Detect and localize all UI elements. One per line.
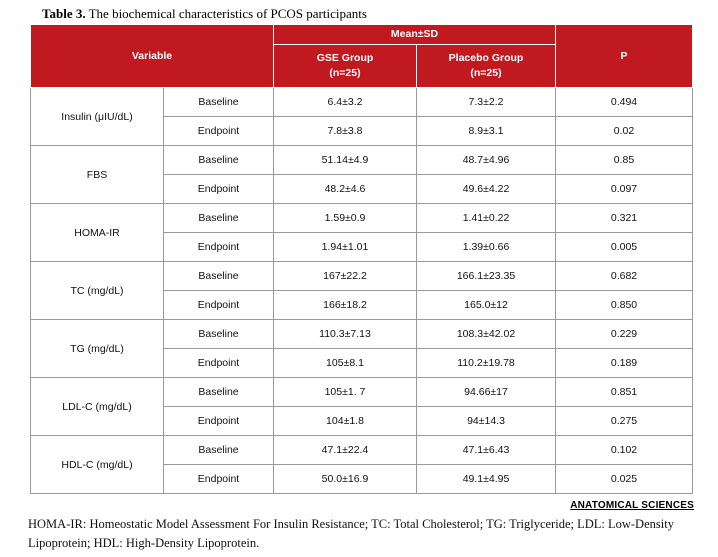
table-caption-label: Table 3.	[42, 6, 86, 21]
variable-cell: HDL-C (mg/dL)	[31, 436, 164, 494]
table-row	[31, 146, 693, 175]
p-value-cell: 0.189	[556, 349, 693, 378]
p-value-cell: 0.494	[556, 88, 693, 117]
p-value-cell: 0.102	[556, 436, 693, 465]
placebo-value-cell: 8.9±3.1	[417, 117, 556, 146]
variable-header: Variable	[31, 25, 274, 88]
placebo-value-cell: 166.1±23.35	[417, 262, 556, 291]
placebo-value-cell: 108.3±42.02	[417, 320, 556, 349]
gse-value-cell: 6.4±3.2	[274, 88, 417, 117]
gse-value-cell: 105±8.1	[274, 349, 417, 378]
timepoint-cell: Baseline	[164, 204, 274, 233]
placebo-value-cell: 1.39±0.66	[417, 233, 556, 262]
timepoint-cell: Baseline	[164, 262, 274, 291]
timepoint-cell: Endpoint	[164, 349, 274, 378]
timepoint-cell: Baseline	[164, 146, 274, 175]
variable-cell: LDL-C (mg/dL)	[31, 378, 164, 436]
p-value-cell: 0.025	[556, 465, 693, 494]
table-caption-text: The biochemical characteristics of PCOS participants	[85, 6, 367, 21]
mean-sd-header: Mean±SD	[274, 25, 556, 45]
gse-value-cell: 110.3±7.13	[274, 320, 417, 349]
gse-group-label: GSE Group	[316, 52, 374, 64]
placebo-value-cell: 47.1±6.43	[417, 436, 556, 465]
timepoint-cell: Baseline	[164, 378, 274, 407]
timepoint-cell: Endpoint	[164, 175, 274, 204]
biochemical-table	[30, 24, 693, 494]
gse-value-cell: 104±1.8	[274, 407, 417, 436]
p-value-cell: 0.02	[556, 117, 693, 146]
placebo-value-cell: 110.2±19.78	[417, 349, 556, 378]
gse-value-cell: 50.0±16.9	[274, 465, 417, 494]
placebo-value-cell: 1.41±0.22	[417, 204, 556, 233]
table-row	[31, 88, 693, 117]
variable-cell: TC (mg/dL)	[31, 262, 164, 320]
timepoint-cell: Endpoint	[164, 465, 274, 494]
gse-value-cell: 48.2±4.6	[274, 175, 417, 204]
table-row	[31, 262, 693, 291]
placebo-group-label: Placebo Group	[448, 52, 524, 64]
table-caption	[42, 6, 367, 22]
timepoint-cell: Endpoint	[164, 233, 274, 262]
placebo-value-cell: 94.66±17	[417, 378, 556, 407]
placebo-value-cell: 7.3±2.2	[417, 88, 556, 117]
gse-value-cell: 51.14±4.9	[274, 146, 417, 175]
gse-value-cell: 167±22.2	[274, 262, 417, 291]
gse-value-cell: 105±1. 7	[274, 378, 417, 407]
placebo-value-cell: 49.1±4.95	[417, 465, 556, 494]
gse-group-header	[274, 45, 417, 88]
gse-value-cell: 166±18.2	[274, 291, 417, 320]
gse-value-cell: 7.8±3.8	[274, 117, 417, 146]
placebo-group-n: (n=25)	[470, 67, 502, 79]
placebo-value-cell: 94±14.3	[417, 407, 556, 436]
p-value-cell: 0.321	[556, 204, 693, 233]
timepoint-cell: Baseline	[164, 320, 274, 349]
table-row	[31, 320, 693, 349]
p-value-cell: 0.229	[556, 320, 693, 349]
variable-cell: TG (mg/dL)	[31, 320, 164, 378]
timepoint-cell: Baseline	[164, 436, 274, 465]
table-row	[31, 436, 693, 465]
table-row	[31, 204, 693, 233]
table-footnote: HOMA-IR: Homeostatic Model Assessment For Insulin Resistance; TC: Total Cholesterol; TG: Triglyceride; LDL: Low-Density Lipoprotein; HDL: High-Density Lipoprotein.	[28, 517, 674, 550]
table-header	[31, 25, 693, 88]
timepoint-cell: Endpoint	[164, 291, 274, 320]
table-body	[31, 88, 693, 494]
timepoint-cell: Endpoint	[164, 407, 274, 436]
p-value-cell: 0.005	[556, 233, 693, 262]
p-value-cell: 0.097	[556, 175, 693, 204]
placebo-value-cell: 48.7±4.96	[417, 146, 556, 175]
p-header: P	[556, 25, 693, 88]
timepoint-cell: Endpoint	[164, 117, 274, 146]
p-value-cell: 0.85	[556, 146, 693, 175]
journal-brand: ANATOMICAL SCIENCES	[570, 500, 694, 511]
p-value-cell: 0.275	[556, 407, 693, 436]
gse-group-n: (n=25)	[329, 67, 361, 79]
variable-cell: FBS	[31, 146, 164, 204]
placebo-value-cell: 165.0±12	[417, 291, 556, 320]
variable-cell: HOMA-IR	[31, 204, 164, 262]
table-row	[31, 378, 693, 407]
timepoint-cell: Baseline	[164, 88, 274, 117]
gse-value-cell: 1.94±1.01	[274, 233, 417, 262]
placebo-value-cell: 49.6±4.22	[417, 175, 556, 204]
variable-cell: Insulin (μIU/dL)	[31, 88, 164, 146]
placebo-group-header	[417, 45, 556, 88]
p-value-cell: 0.682	[556, 262, 693, 291]
gse-value-cell: 1.59±0.9	[274, 204, 417, 233]
p-value-cell: 0.850	[556, 291, 693, 320]
p-value-cell: 0.851	[556, 378, 693, 407]
gse-value-cell: 47.1±22.4	[274, 436, 417, 465]
